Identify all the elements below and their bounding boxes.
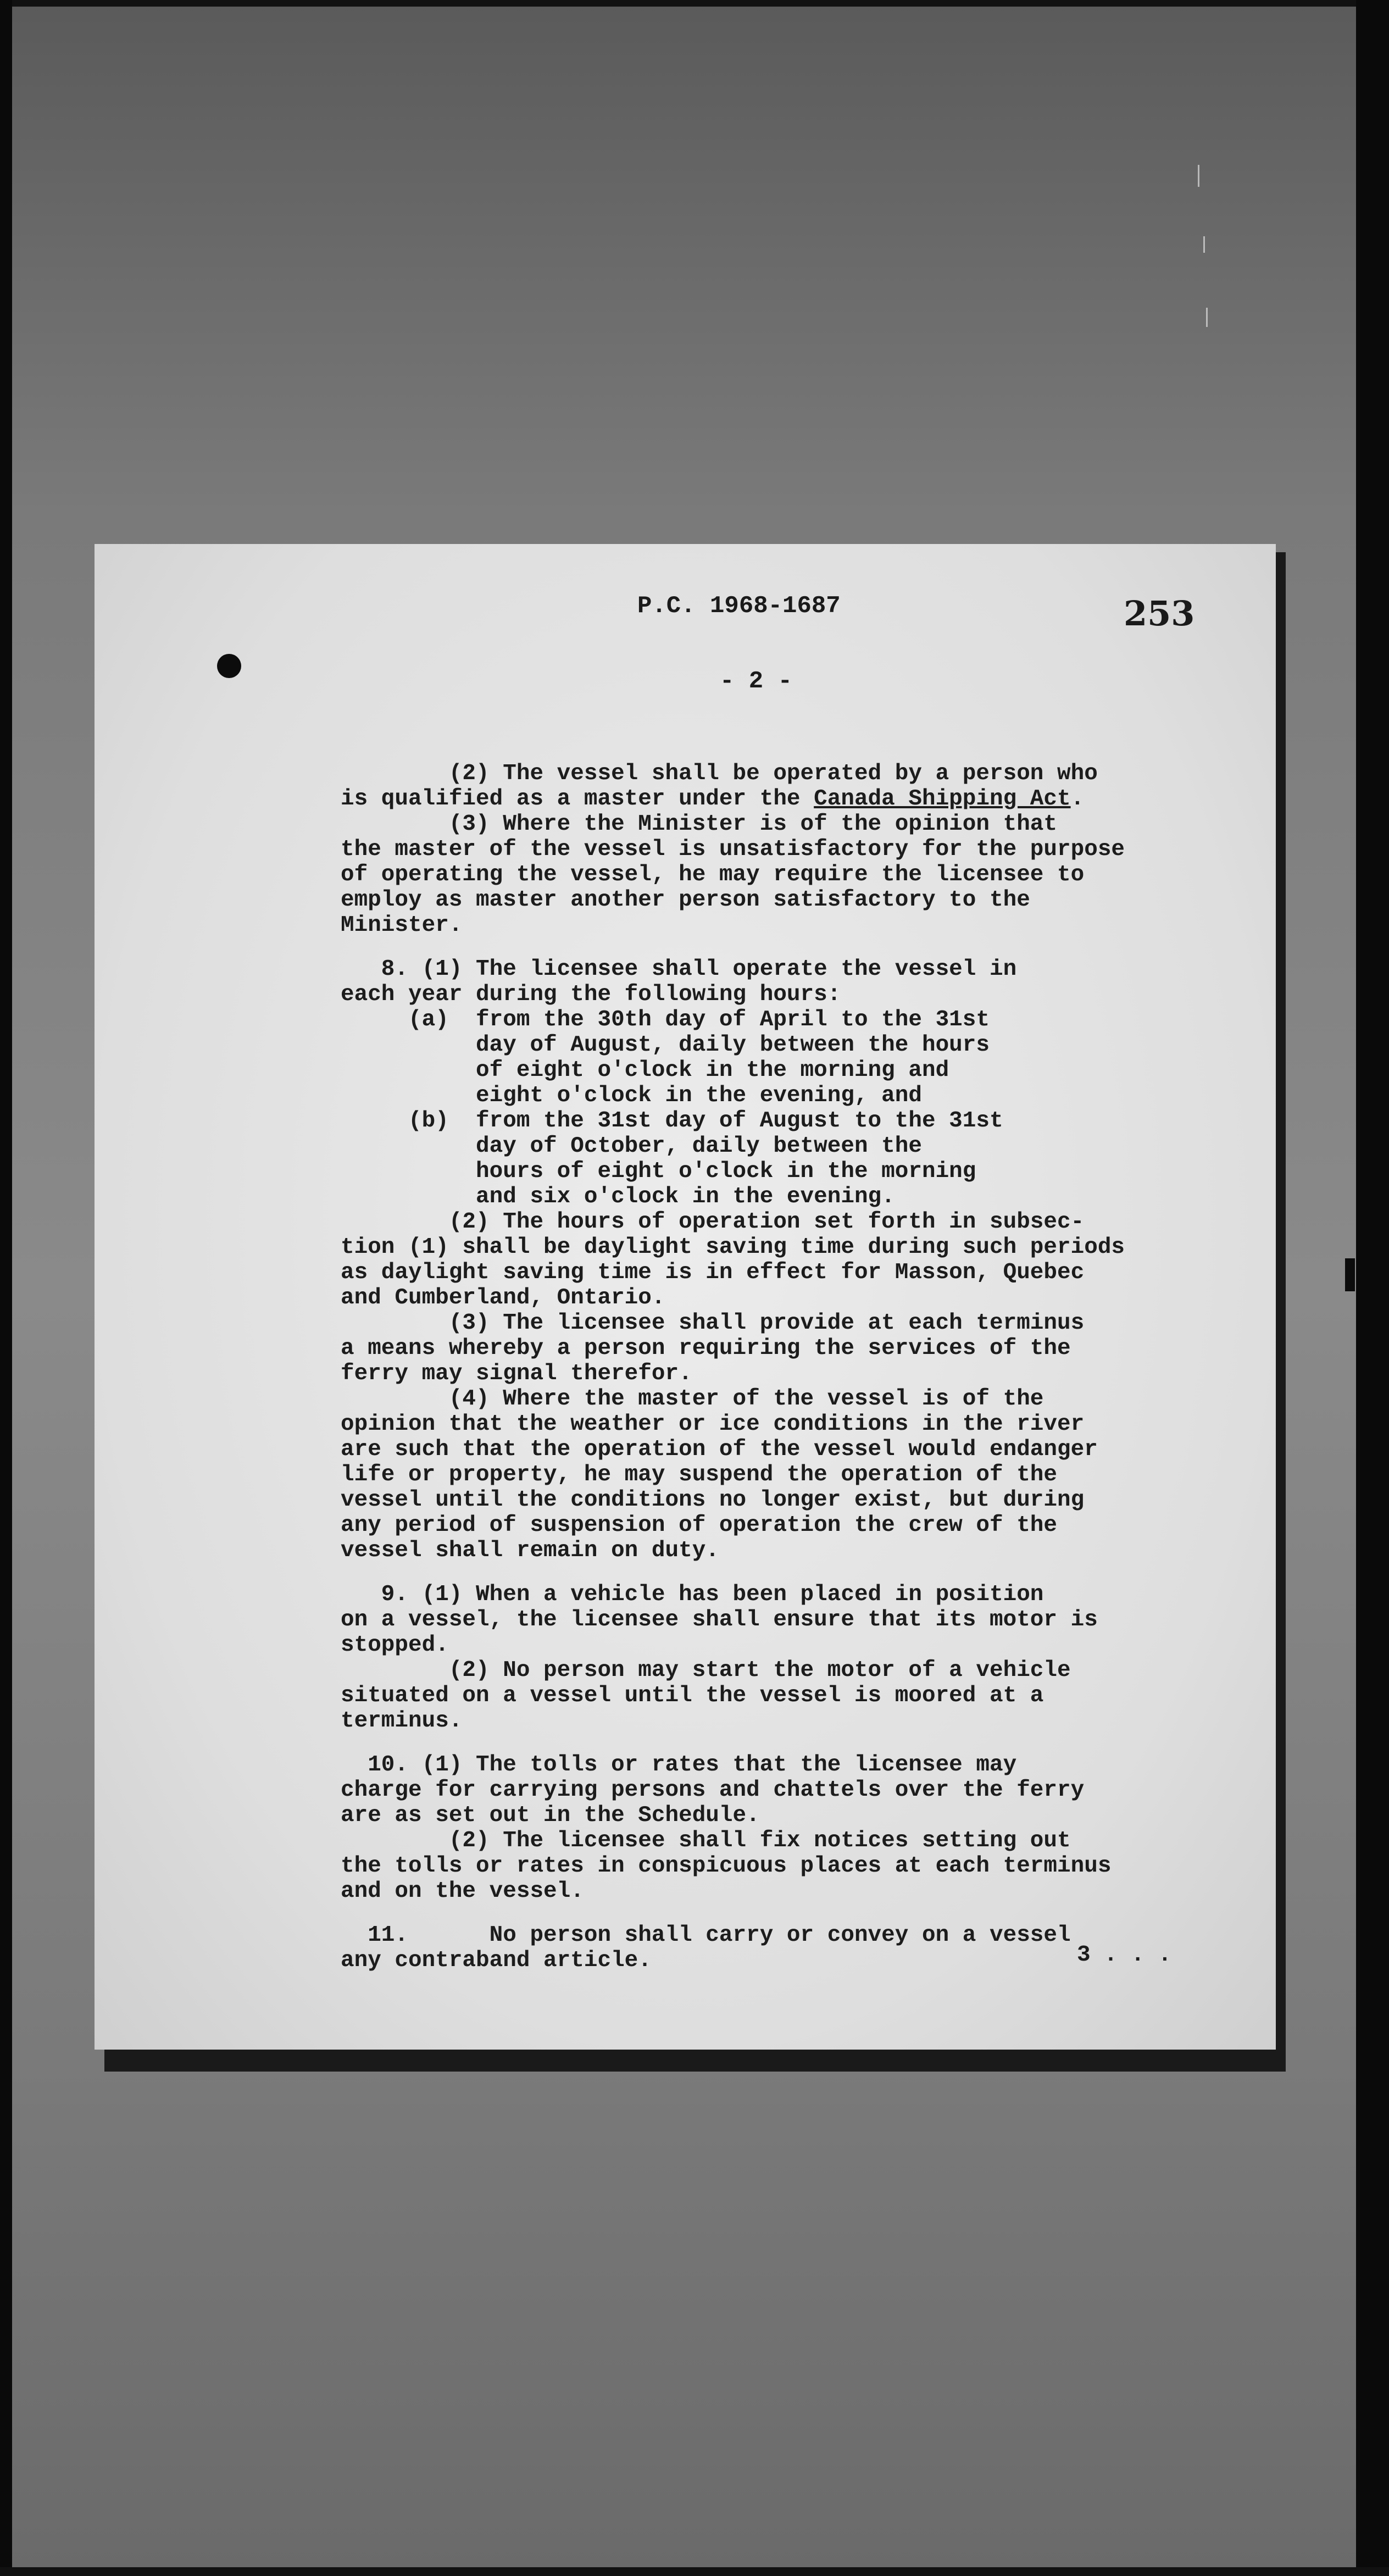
punch-hole	[217, 654, 241, 678]
text-line: any period of suspension of operation the crew of the	[341, 1513, 1058, 1538]
text-line: (2) No person may start the motor of a vehicle	[341, 1658, 1071, 1683]
page-stamp-number: 253	[1124, 593, 1195, 634]
paragraph-gap	[341, 1563, 1198, 1582]
text-line: ferry may signal therefor.	[341, 1361, 692, 1386]
text-line: 10. (1) The tolls or rates that the licensee may	[341, 1752, 1017, 1778]
film-scratch	[1206, 308, 1208, 327]
text-line: opinion that the weather or ice conditions in the river	[341, 1412, 1085, 1437]
film-edge-top	[0, 0, 1389, 7]
text-line: (3) The licensee shall provide at each terminus	[341, 1311, 1085, 1336]
film-edge-bottom	[0, 2567, 1389, 2576]
text-line: the master of the vessel is unsatisfactory for the purpose	[341, 837, 1125, 862]
text-line: are as set out in the Schedule.	[341, 1803, 760, 1828]
text-line: (4) Where the master of the vessel is of the	[341, 1386, 1044, 1412]
text-line: life or property, he may suspend the operation of the	[341, 1462, 1058, 1487]
text-line: day of August, daily between the hours	[341, 1032, 990, 1058]
text-line: employ as master another person satisfactory to the	[341, 887, 1030, 913]
page-number: - 2 -	[720, 668, 793, 695]
text-line: (a) from the 30th day of April to the 31st	[341, 1007, 990, 1032]
text-line: on a vessel, the licensee shall ensure that its motor is	[341, 1607, 1098, 1633]
continued-marker: 3 . . .	[1077, 1942, 1172, 1968]
text-line: tion (1) shall be daylight saving time during such periods	[341, 1235, 1125, 1260]
text-line: stopped.	[341, 1633, 449, 1658]
film-edge-right	[1356, 0, 1389, 2576]
text-line: (b) from the 31st day of August to the 31st	[341, 1108, 1003, 1134]
text-line: are such that the operation of the vessel would endanger	[341, 1437, 1098, 1462]
text-line: is qualified as a master under the Canada Shipping Act.	[341, 786, 1085, 812]
text-line: charge for carrying persons and chattels over the ferry	[341, 1778, 1085, 1803]
text-line: (2) The licensee shall fix notices setting out	[341, 1828, 1071, 1853]
text-line: 9. (1) When a vehicle has been placed in position	[341, 1582, 1044, 1607]
film-scratch	[1198, 165, 1199, 187]
text-line: situated on a vessel until the vessel is moored at a	[341, 1683, 1044, 1708]
film-edge-left	[0, 0, 12, 2576]
text-line: 11. No person shall carry or convey on a vessel	[341, 1923, 1071, 1948]
paragraph-gap	[341, 1734, 1198, 1752]
text-line: a means whereby a person requiring the services of the	[341, 1336, 1071, 1361]
reference-number: P.C. 1968-1687	[637, 592, 841, 620]
text-line: day of October, daily between the	[341, 1134, 922, 1159]
text-line: vessel until the conditions no longer exist, but during	[341, 1487, 1085, 1513]
text-line: Minister.	[341, 913, 463, 938]
text-line: 8. (1) The licensee shall operate the vessel in	[341, 957, 1017, 982]
text-line: the tolls or rates in conspicuous places at each terminus	[341, 1853, 1112, 1879]
text-line: (3) Where the Minister is of the opinion that	[341, 812, 1058, 837]
text-line: each year during the following hours:	[341, 982, 841, 1007]
text-line: as daylight saving time is in effect for Masson, Quebec	[341, 1260, 1085, 1285]
text-line: and six o'clock in the evening.	[341, 1184, 895, 1209]
text-line: and on the vessel.	[341, 1879, 584, 1904]
paragraph-gap	[341, 938, 1198, 957]
text-line: of operating the vessel, he may require the licensee to	[341, 862, 1085, 887]
text-line: vessel shall remain on duty.	[341, 1538, 719, 1563]
text-line: any contraband article.	[341, 1948, 652, 1973]
document-body	[341, 761, 1198, 1973]
text-line: of eight o'clock in the morning and	[341, 1058, 949, 1083]
film-scratch	[1203, 236, 1205, 253]
text-line: (2) The vessel shall be operated by a person who	[341, 761, 1098, 786]
text-line: (2) The hours of operation set forth in subsec-	[341, 1209, 1085, 1235]
text-line: and Cumberland, Ontario.	[341, 1285, 665, 1311]
act-name: Canada Shipping Act	[814, 786, 1071, 812]
text-line: eight o'clock in the evening, and	[341, 1083, 922, 1108]
text-line: hours of eight o'clock in the morning	[341, 1159, 976, 1184]
text-line: terminus.	[341, 1708, 463, 1734]
margin-mark	[1345, 1258, 1355, 1291]
paragraph-gap	[341, 1904, 1198, 1923]
